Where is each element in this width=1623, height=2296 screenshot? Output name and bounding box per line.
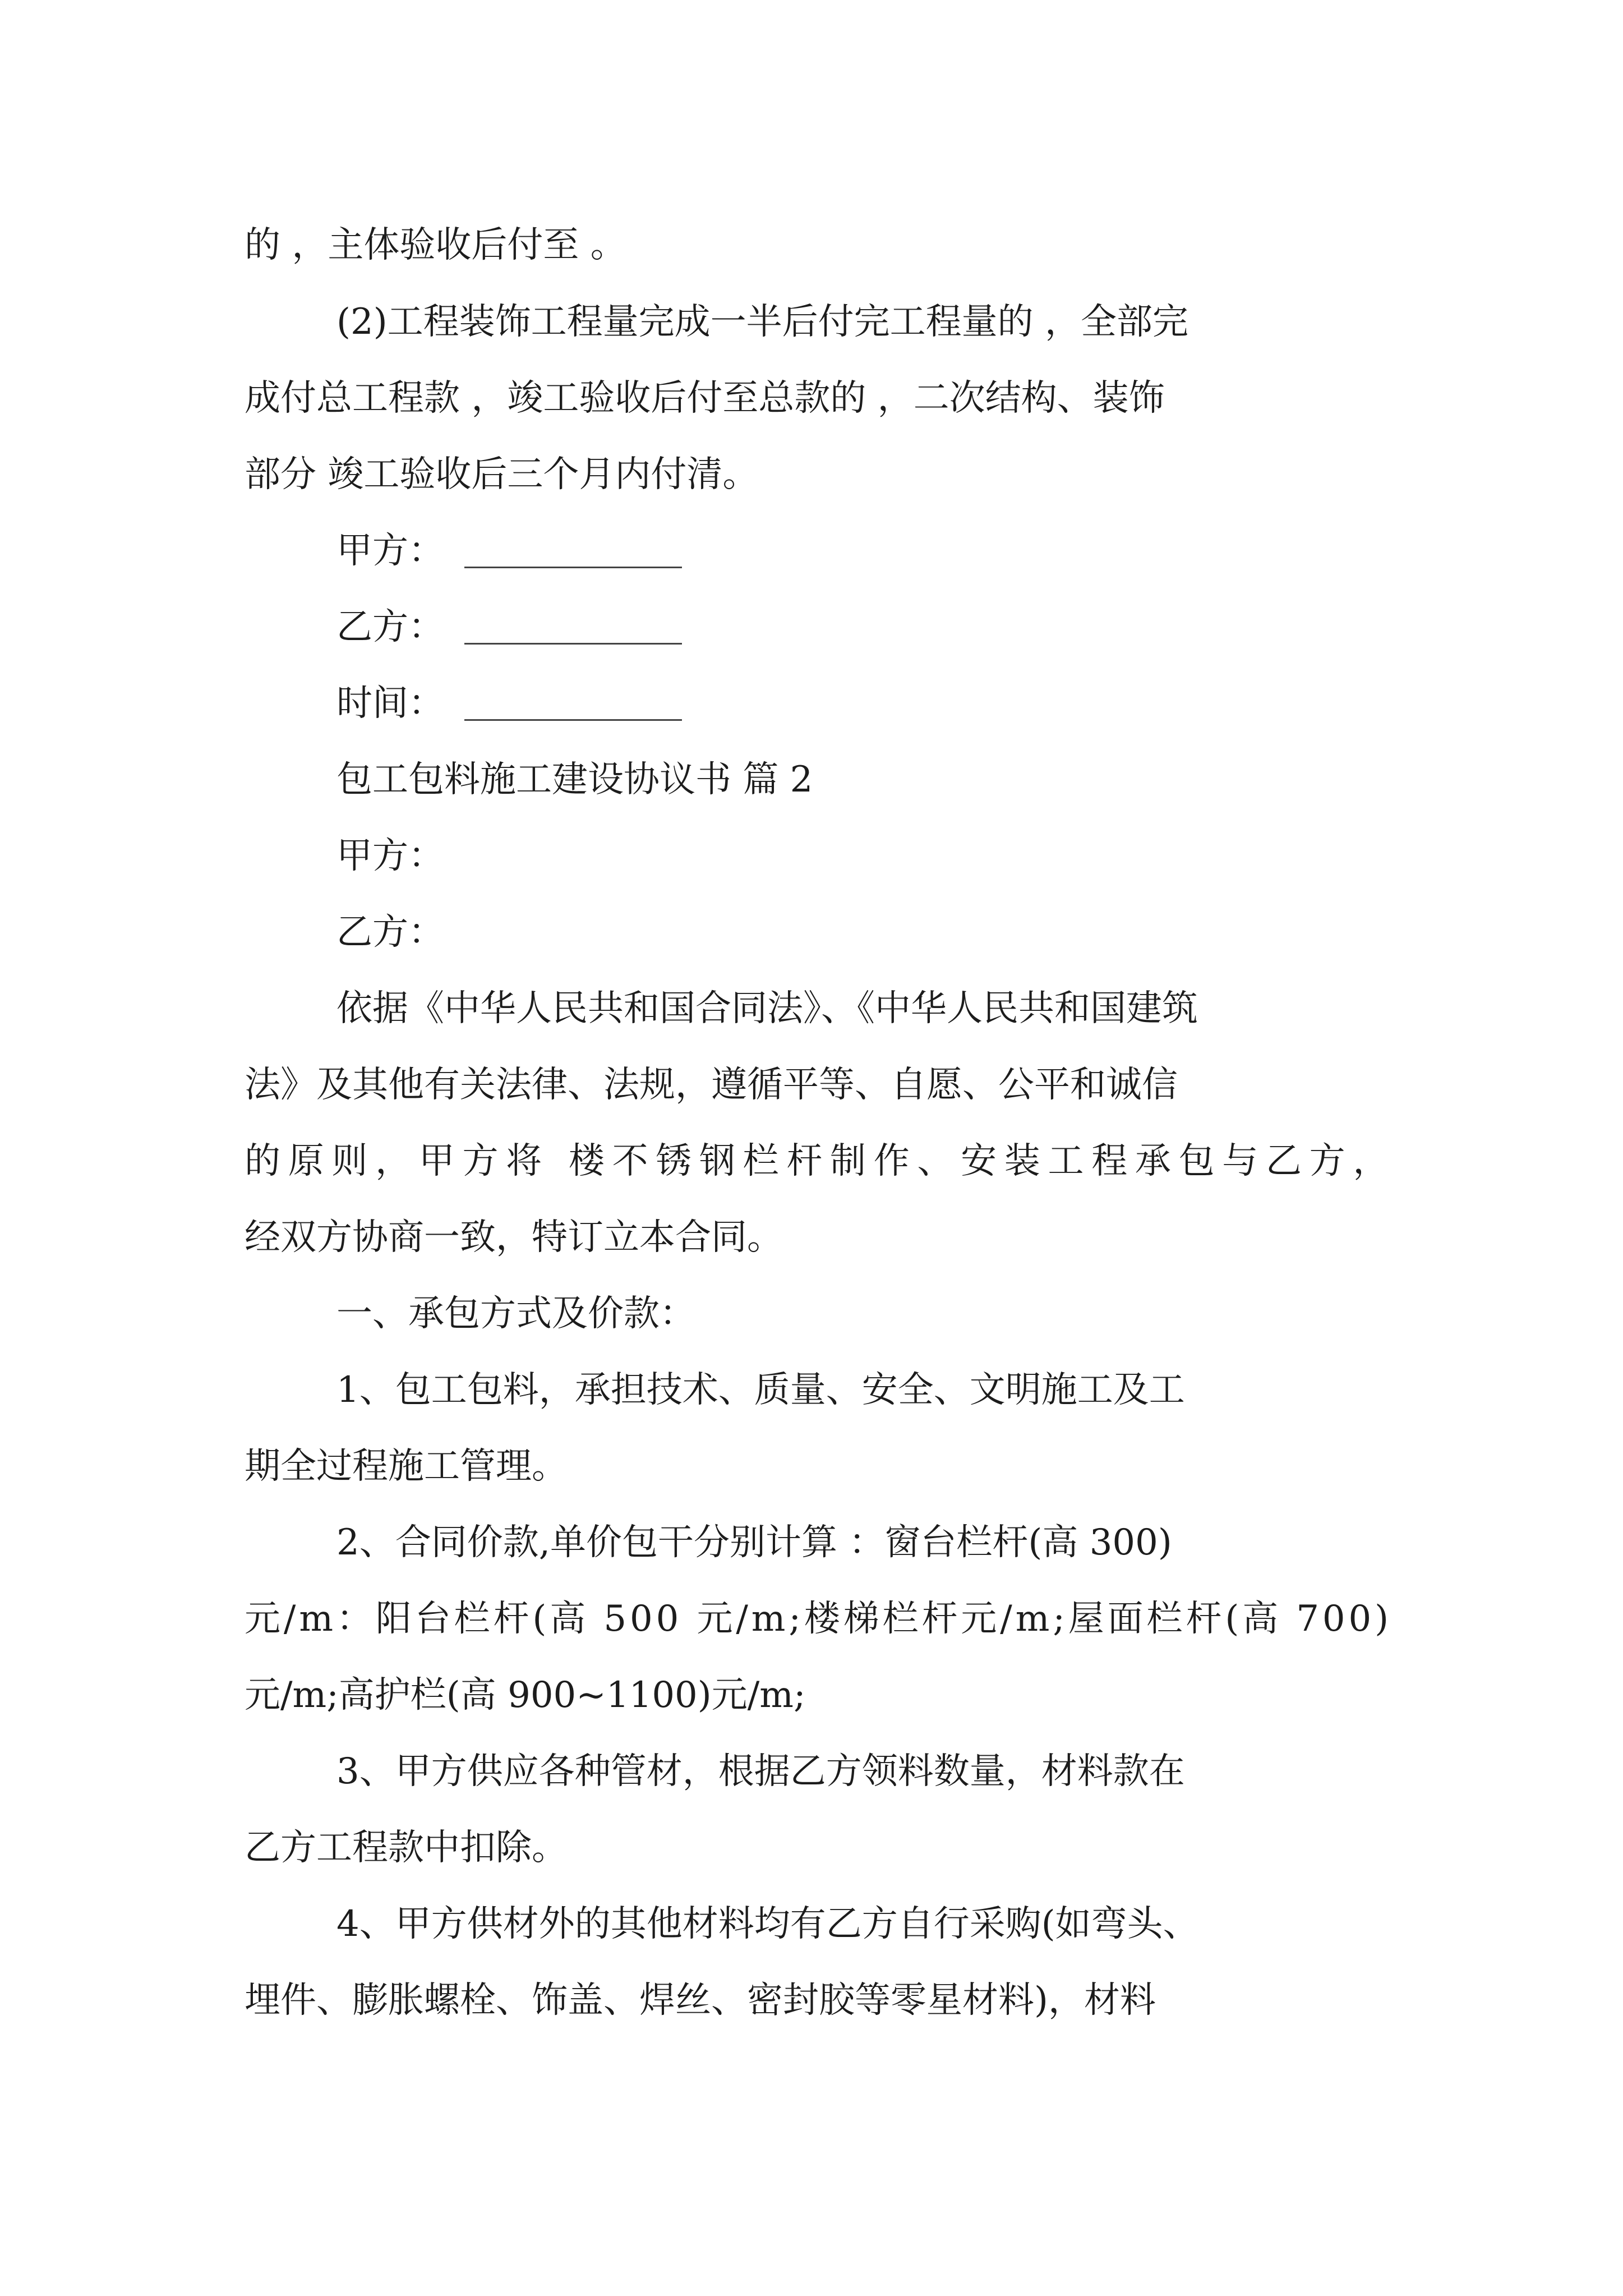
clause-heading: 一、承包方式及价款： bbox=[336, 1293, 695, 1335]
text-line: 元/m;高护栏(高 900~1100)元/m; bbox=[245, 1674, 806, 1716]
text-line: 法》及其他有关法律、法规，遵循平等、自愿、公平和诚信 bbox=[245, 1064, 1178, 1106]
party-a-signature-line bbox=[464, 567, 682, 568]
text-line: (2)工程装饰工程量完成一半后付完工程量的 ，全部完 bbox=[336, 301, 1188, 343]
text-line: 经双方协商一致，特订立本合同。 bbox=[245, 1217, 783, 1258]
text-line: 4、甲方供材外的其他材料均有乙方自行采购(如弯头、 bbox=[336, 1903, 1199, 1945]
party-b-label: 乙方： bbox=[336, 912, 444, 953]
date-label: 时间： bbox=[336, 683, 444, 724]
party-a-label: 甲方： bbox=[336, 530, 444, 572]
section-title: 包工包料施工建设协议书 篇 2 bbox=[336, 759, 813, 800]
text-line: 的原则，甲方将 楼不锈钢栏杆制作、安装工程承包与乙方， bbox=[245, 1140, 1397, 1182]
text-line: 期全过程施工管理。 bbox=[245, 1446, 568, 1487]
text-line: 1、包工包料，承担技术、质量、安全、文明施工及工 bbox=[336, 1369, 1185, 1411]
text-line: 部分 竣工验收后三个月内付清。 bbox=[245, 454, 759, 495]
text-line: 乙方工程款中扣除。 bbox=[245, 1827, 568, 1869]
text-line: 成付总工程款 ，竣工验收后付至总款的 ，二次结构、装饰 bbox=[245, 378, 1165, 419]
text-line: 依据《中华人民共和国合同法》、《中华人民共和国建筑 bbox=[336, 988, 1198, 1029]
date-line bbox=[464, 719, 682, 721]
text-line: 的 ，主体验收后付至 。 bbox=[245, 224, 626, 266]
text-line: 2、合同价款,单价包干分别计算 ：窗台栏杆(高 300) bbox=[336, 1522, 1172, 1563]
text-line: 埋件、膨胀螺栓、饰盖、焊丝、密封胶等零星材料)，材料 bbox=[245, 1980, 1156, 2021]
text-line: 3、甲方供应各种管材，根据乙方领料数量，材料款在 bbox=[336, 1751, 1185, 1792]
party-b-signature-line bbox=[464, 643, 682, 645]
text-line: 元/m：阳台栏杆(高 500 元/m;楼梯栏杆元/m;屋面栏杆(高 700) bbox=[245, 1598, 1393, 1640]
party-b-label: 乙方： bbox=[336, 606, 444, 648]
party-a-label: 甲方： bbox=[336, 835, 444, 877]
